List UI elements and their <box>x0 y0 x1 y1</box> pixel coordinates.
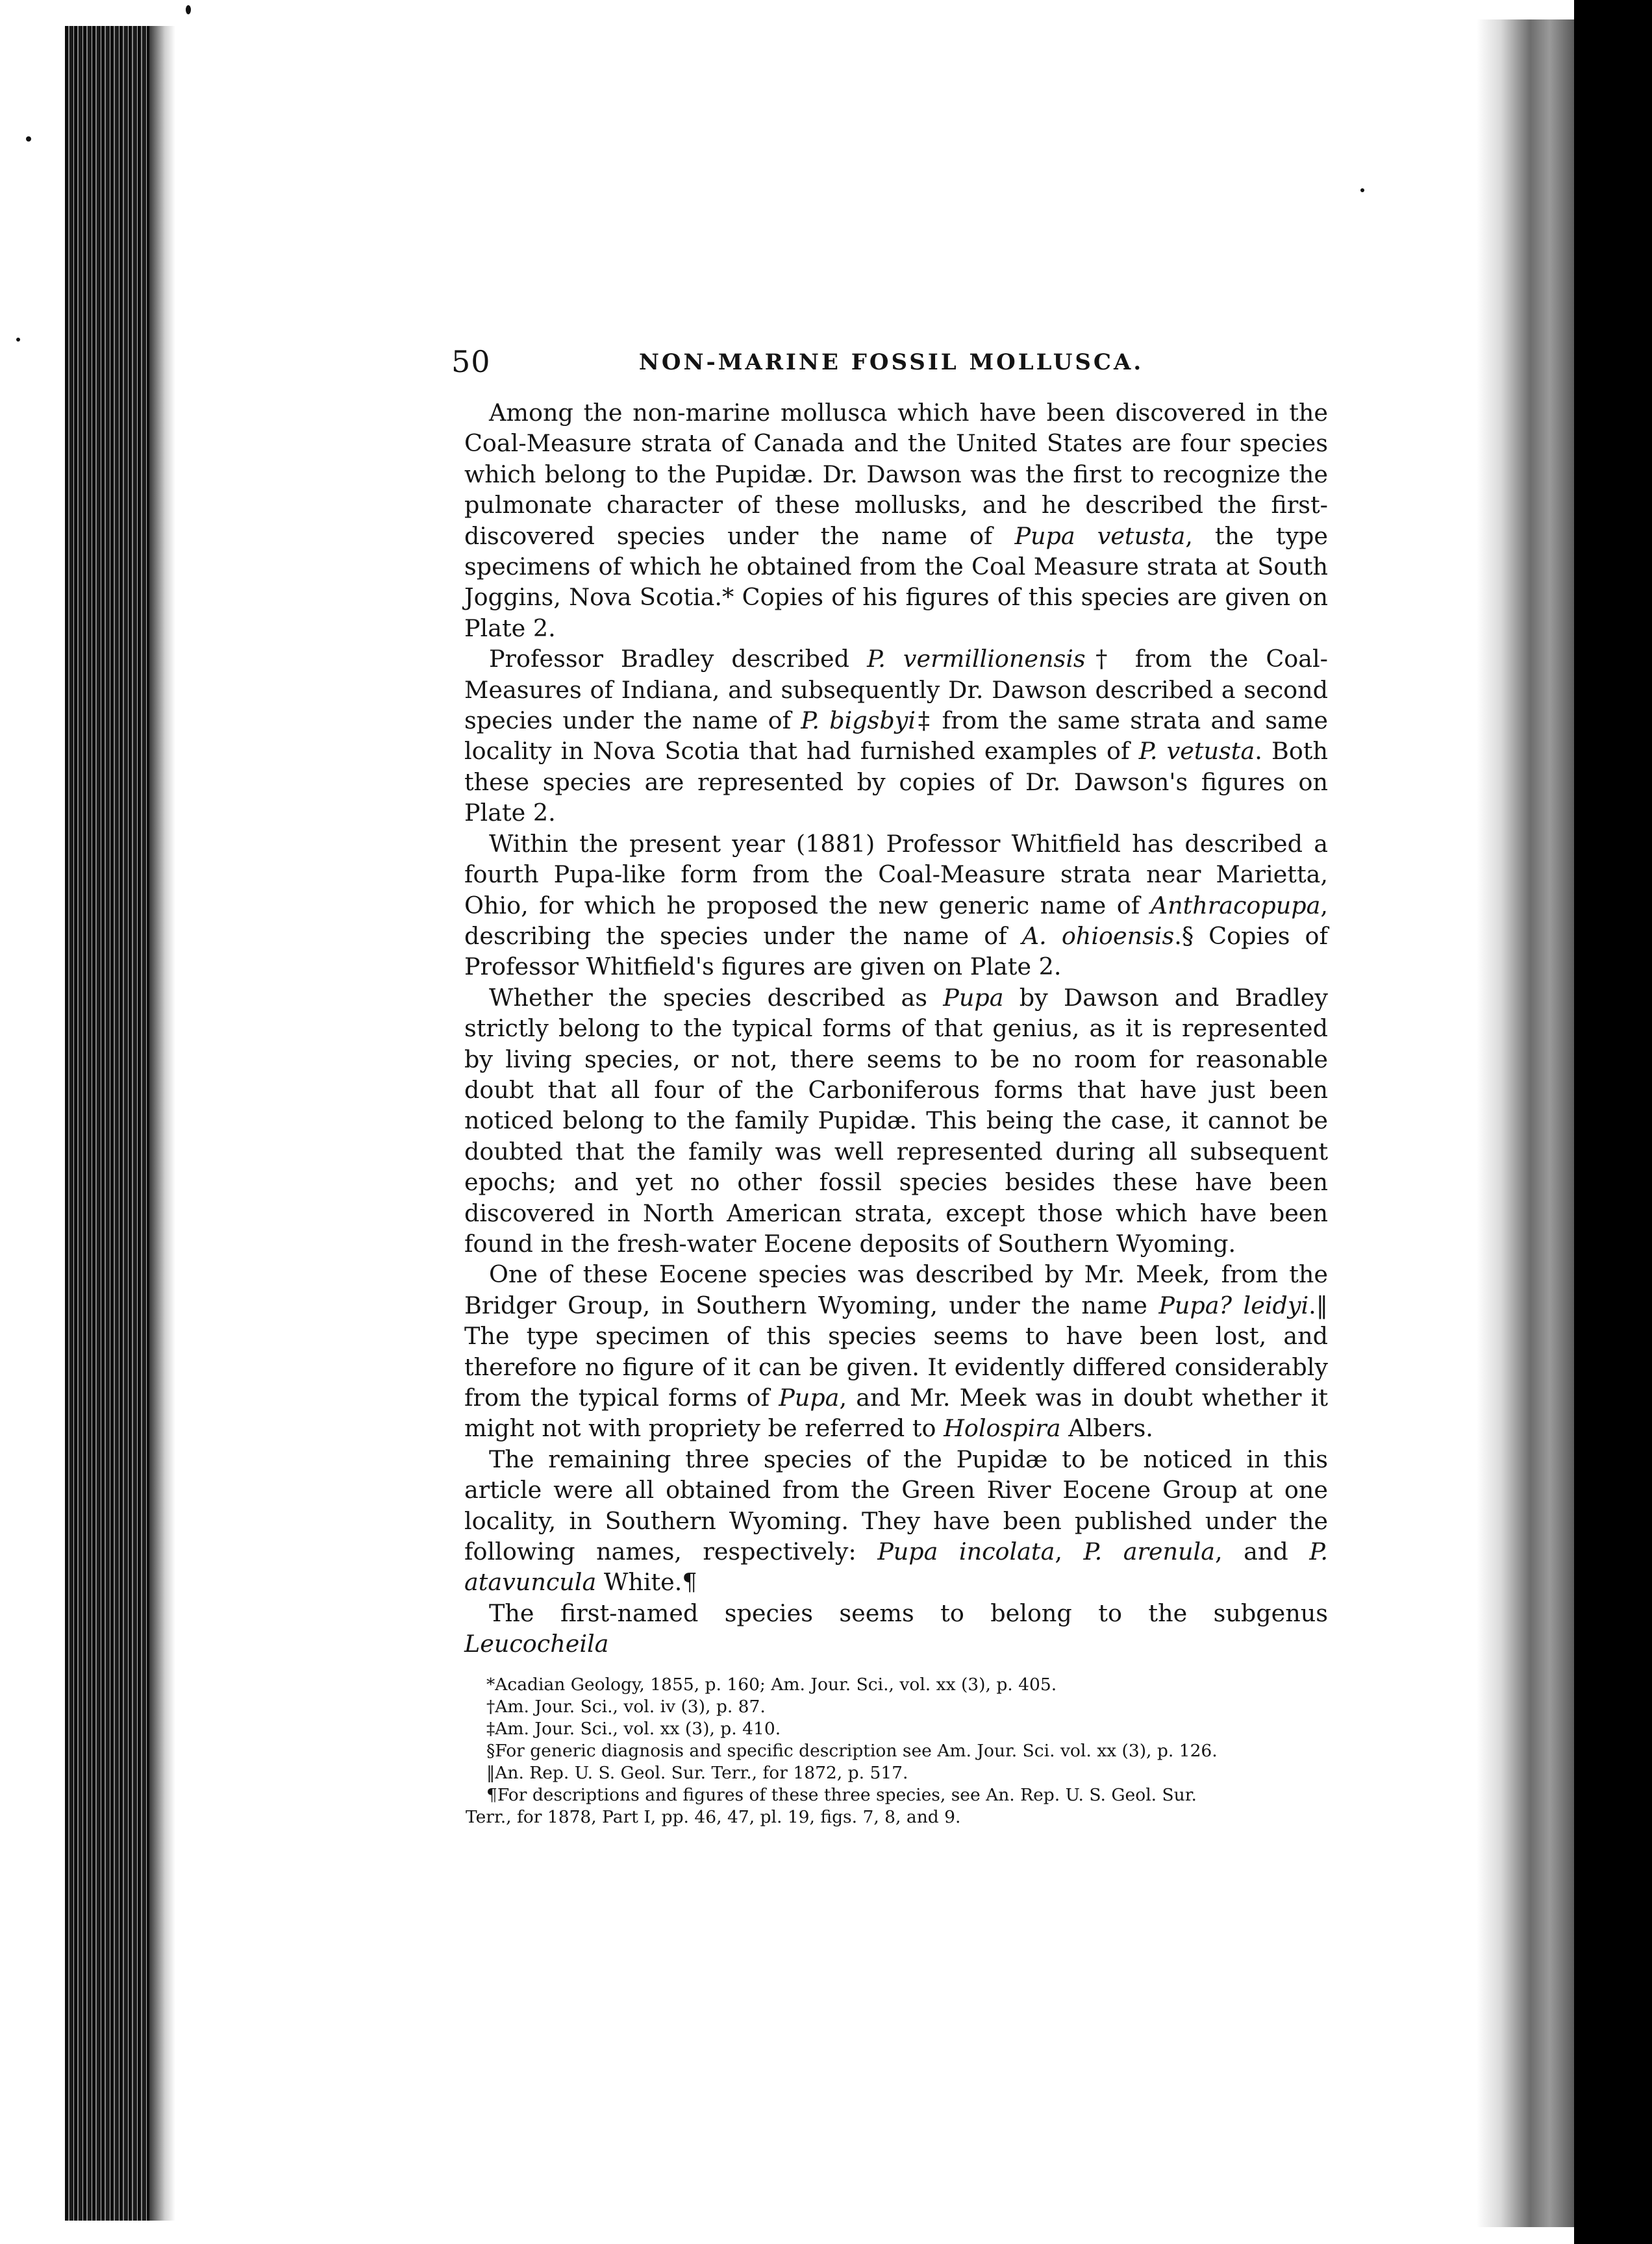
scan-margin-right <box>1574 0 1652 2244</box>
dust-speck <box>16 338 20 342</box>
page-number: 50 <box>451 344 491 379</box>
book-gutter-shadow <box>149 26 175 2221</box>
page-header <box>451 344 1331 383</box>
paragraph: Among the non-marine mollusca which have been discovered in the Coal-Measure strata of Canada and the United States are four species which belong to the Pupidæ. Dr. Dawson was the first to recognize the pulmonate character of these mollusks, and he described the first-discovered species under the name of Pupa vetusta, the type specimens of which he obtained from the Coal Measure strata at South Joggins, Nova Scotia.* Copies of his figures of this species are given on Plate 2. <box>464 399 1329 642</box>
paragraph: One of these Eocene species was described by Mr. Meek, from the Bridger Group, in Southern Wyoming, under the name Pupa? leidyi.‖ The type specimen of this species seems to have been lost, and therefore no figure of it can be given. It evidently differed considerably from the typical forms of Pupa, and Mr. Meek was in doubt whether it might not with propriety be referred to Holospira Albers. <box>464 1260 1329 1443</box>
body-text <box>464 397 1328 1660</box>
footnote: ‡Am. Jour. Sci., vol. xx (3), p. 410. <box>486 1719 781 1739</box>
footnotes <box>466 1674 1336 1828</box>
running-title: NON-MARINE FOSSIL MOLLUSCA. <box>638 349 1144 375</box>
footnote: §For generic diagnosis and specific description see Am. Jour. Sci. vol. xx (3), p. 126. <box>486 1741 1218 1761</box>
dust-speck <box>186 5 191 14</box>
footnote: *Acadian Geology, 1855, p. 160; Am. Jour. Sci., vol. xx (3), p. 405. <box>486 1675 1057 1695</box>
paragraph: The remaining three species of the Pupidæ to be noticed in this article were all obtained from the Green River Eocene Group at one locality, in Southern Wyoming. They have been published under the following names, respectively: Pupa incolata, P. arenula, and P. atavuncula White.¶ <box>464 1445 1328 1597</box>
dust-speck <box>1360 188 1364 192</box>
footnote: ¶For descriptions and figures of these three species, see An. Rep. U. S. Geol. Sur. <box>486 1785 1197 1805</box>
footnote: ‖An. Rep. U. S. Geol. Sur. Terr., for 1872, p. 517. <box>486 1763 908 1783</box>
paragraph: Professor Bradley described P. vermillionensis† from the Coal-Measures of Indiana, and subsequently Dr. Dawson described a second species under the name of P. bigsbyi‡ from the same strata and same locality in Nova Scotia that had furnished examples of P. vetusta. Both these species are represented by copies of Dr. Dawson's figures on Plate 2. <box>464 645 1329 827</box>
page-curl-shadow <box>1477 19 1574 2227</box>
paragraph: Whether the species described as Pupa by Dawson and Bradley strictly belong to the typical forms of that genius, as it is represented by living species, or not, there seems to be no room for reasonable doubt that all four of the Carboniferous forms that have just been noticed belong to the family Pupidæ. This being the case, it cannot be doubted that the family was well represented during all subsequent epochs; and yet no other fossil species besides these have been discovered in North American strata, except those which have been found in the fresh-water Eocene deposits of Southern Wyoming. <box>464 983 1328 1258</box>
footnote-continuation: Terr., for 1878, Part I, pp. 46, 47, pl. 19, figs. 7, 8, and 9. <box>466 1807 961 1827</box>
paragraph: The first-named species seems to belong to the subgenus Leucocheila <box>464 1599 1328 1658</box>
book-page-edges <box>65 26 162 2221</box>
paragraph: Within the present year (1881) Professor Whitfield has described a fourth Pupa-like form from the Coal-Measure strata near Marietta, Ohio, for which he proposed the new generic name of Anthracopupa, describing the species under the name of A. ohioensis.§ Copies of Professor Whitfield's figures are given on Plate 2. <box>464 829 1328 981</box>
footnote: †Am. Jour. Sci., vol. iv (3), p. 87. <box>486 1697 766 1717</box>
dust-speck <box>26 136 31 142</box>
